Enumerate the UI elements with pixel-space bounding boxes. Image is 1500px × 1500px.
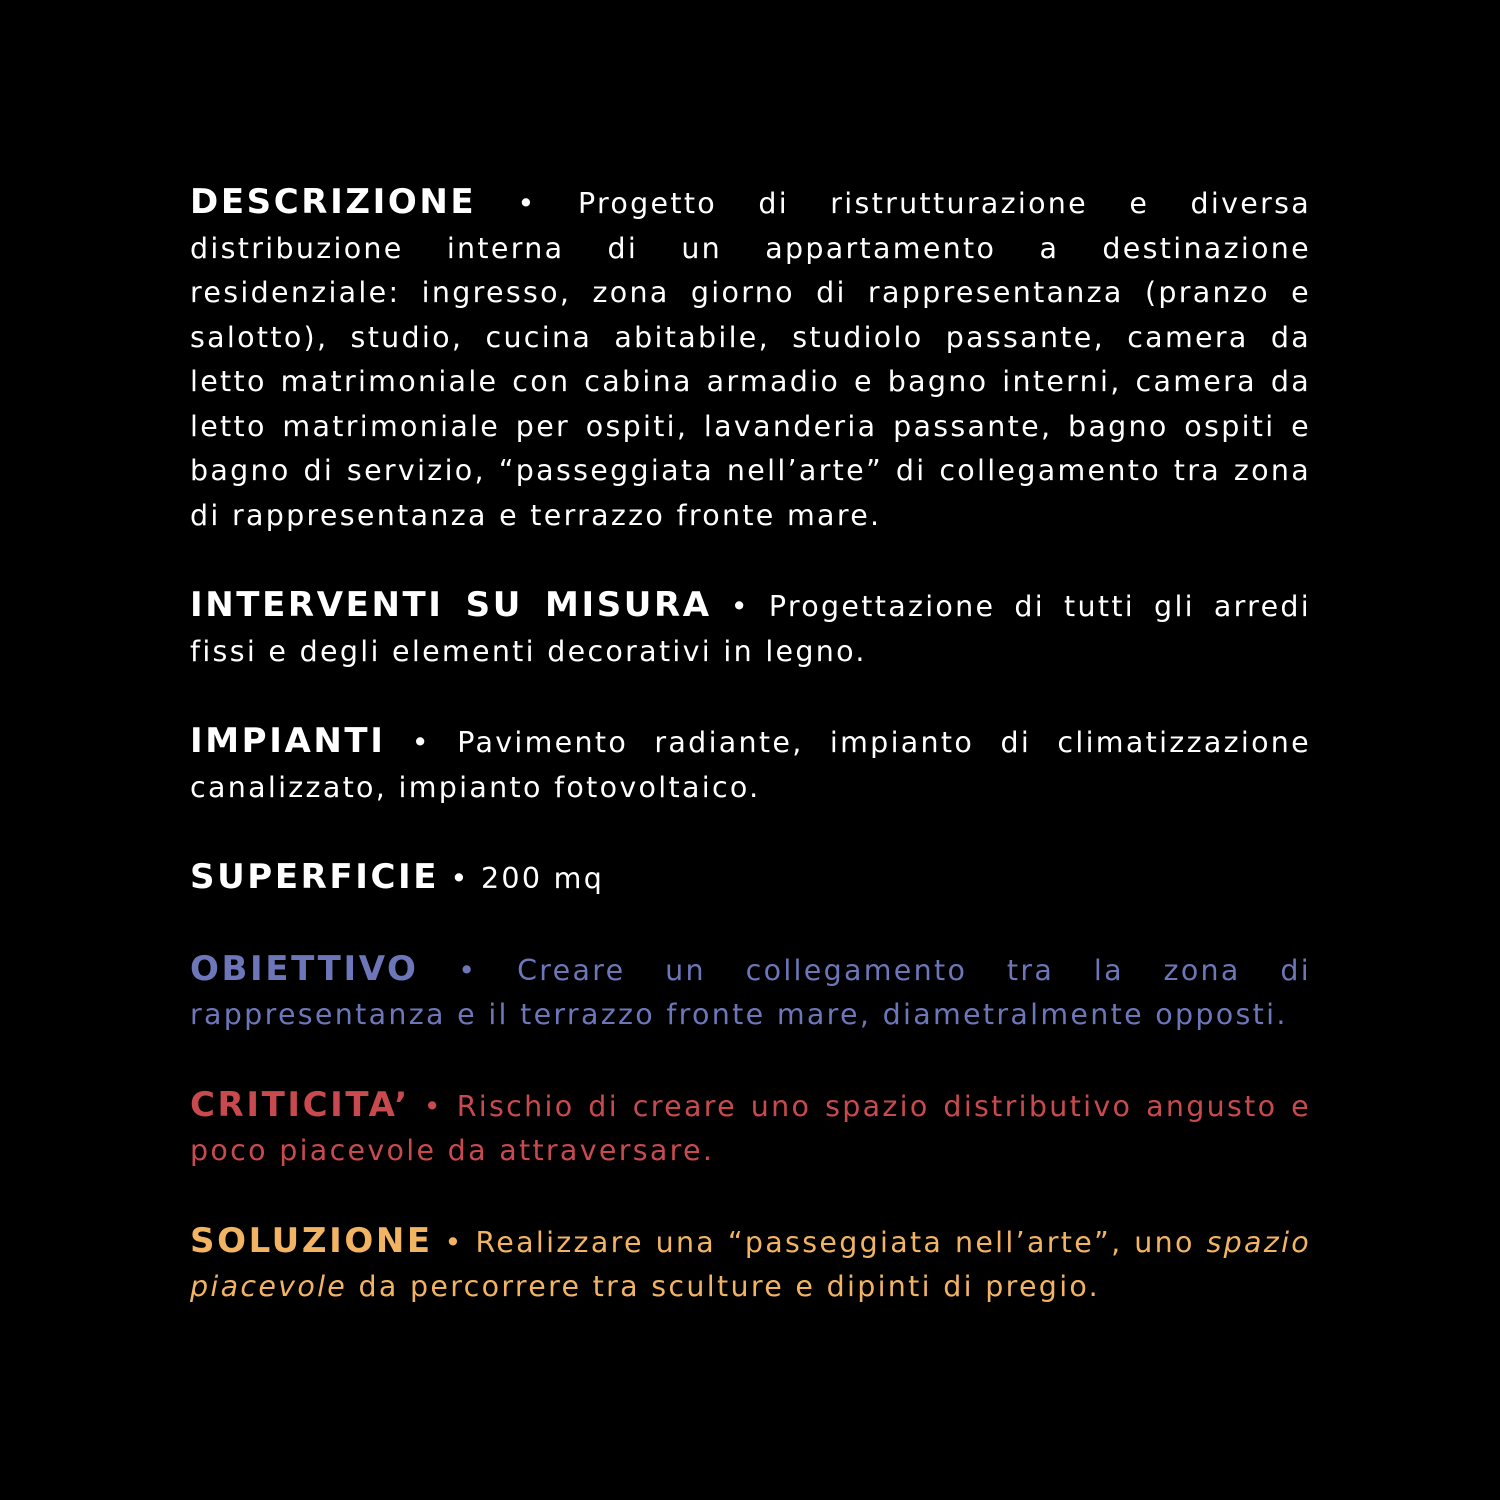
section-text: 200 mq [480, 862, 605, 895]
section-obiettivo [190, 947, 1311, 1038]
section-text: Progettazione di tutti gli arredi fissi e degli elementi decorativi in legno. [190, 590, 1312, 668]
project-description [190, 180, 1311, 1355]
section-heading: INTERVENTI SU MISURA [190, 585, 712, 625]
section-text: da percorrere tra sculture e dipinti di pregio. [358, 1270, 1101, 1303]
bullet-separator: • [517, 187, 537, 220]
section-soluzione [190, 1219, 1311, 1310]
section-criticita [190, 1083, 1311, 1174]
bullet-separator: • [444, 1225, 464, 1259]
bullet-separator: • [411, 726, 431, 759]
section-heading: OBIETTIVO [190, 948, 419, 989]
bullet-separator: • [458, 953, 478, 987]
section-text-italic: spazio piacevole [190, 1225, 1312, 1303]
section-interventi-su-misura [190, 583, 1311, 674]
bullet-separator: • [450, 862, 470, 895]
section-heading: IMPIANTI [190, 721, 386, 761]
section-text: Pavimento radiante, impianto di climatizzazione canalizzato, impianto fotovoltaico. [190, 726, 1312, 804]
section-heading: SOLUZIONE [190, 1220, 433, 1261]
section-text: Rischio di creare uno spazio distributivo angusto e poco piacevole da attraversare. [190, 1089, 1311, 1167]
section-heading: SUPERFICIE [190, 857, 440, 897]
section-impianti [190, 719, 1311, 810]
section-descrizione [190, 180, 1311, 538]
section-heading: DESCRIZIONE [190, 182, 477, 222]
section-text: Realizzare una “passeggiata nell’arte”, uno [475, 1225, 1195, 1259]
bullet-separator: • [730, 590, 750, 623]
section-text: Creare un collegamento tra la zona di rappresentanza e il terrazzo fronte mare, diametralmente opposti. [190, 953, 1311, 1031]
section-superficie [190, 855, 1311, 902]
bullet-separator: • [423, 1089, 443, 1123]
section-heading: CRITICITA’ [190, 1084, 410, 1125]
section-text: Progetto di ristrutturazione e diversa distribuzione interna di un appartamento a destinazione residenziale: ingresso, zona giorno di rappresentanza (pranzo e salotto), studio, cucina abitabile, studiolo passante, camera da letto matrimoniale con cabina armadio e bagno interni, camera da letto matrimoniale per ospiti, lavanderia passante, bagno ospiti e bagno di servizio, “passeggiata nell’arte” di collegamento tra zona di rappresentanza e terrazzo fronte mare. [190, 187, 1312, 532]
